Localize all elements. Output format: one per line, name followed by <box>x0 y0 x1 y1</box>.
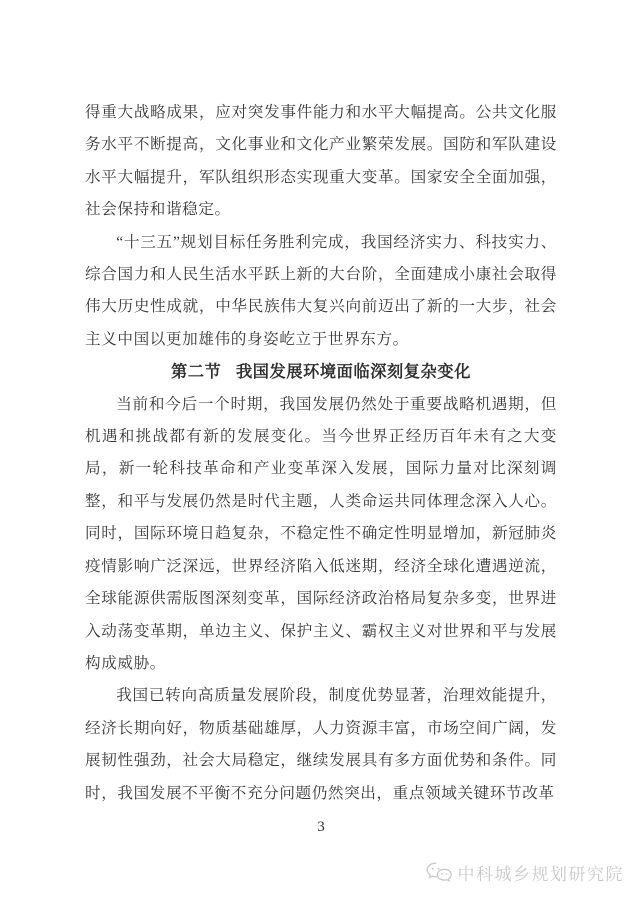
page-number: 3 <box>317 818 325 835</box>
watermark-text: 中科城乡规划研究院 <box>457 865 624 884</box>
paragraph-domestic-advantages: 我国已转向高质量发展阶段，制度优势显著，治理效能提升，经济长期向好，物质基础雄厚，人力资源丰富，市场空间广阔，发展韧性强劲，社会大局稳定，继续发展具有多方面优势和条件。同时，我国发展不平衡不充分问题仍然突出，重点领域关键环节改革 <box>85 687 557 802</box>
section-heading <box>85 356 557 388</box>
section-title: 我国发展环境面临深刻复杂变化 <box>235 363 471 382</box>
paragraph-continuation: 得重大战略成果，应对突发事件能力和水平大幅提高。公共文化服务水平不断提高，文化事业和文化产业繁荣发展。国防和军队建设水平大幅提升，军队组织形态实现重大变革。国家安全全面加强，社会保持和谐稳定。 <box>85 104 557 219</box>
wechat-icon <box>426 862 452 883</box>
paragraph-shisanwu-achievements: “十三五”规划目标任务胜利完成，我国经济实力、科技实力、综合国力和人民生活水平跃上新的大台阶，全面建成小康社会取得伟大历史性成就，中华民族伟大复兴向前迈出了新的一大步，社会主义中国以更加雄伟的身姿屹立于世界东方。 <box>85 233 557 348</box>
watermark <box>426 860 625 885</box>
page-content <box>85 97 557 842</box>
paragraph-development-environment: 当前和今后一个时期，我国发展仍然处于重要战略机遇期，但机遇和挑战都有新的发展变化。当今世界正经历百年未有之大变局，新一轮科技革命和产业变革深入发展，国际力量对比深刻调整，和平与发展仍然是时代主题，人类命运共同体理念深入人心。同时，国际环境日趋复杂，不稳定性不确定性明显增加，新冠肺炎疫情影响广泛深远，世界经济陷入低迷期，经济全球化遭遇逆流，全球能源供需版图深刻变革，国际经济政治格局复杂多变，世界进入动荡变革期，单边主义、保护主义、霸权主义对世界和平与发展构成威胁。 <box>85 395 557 672</box>
section-number: 第二节 <box>171 363 222 382</box>
